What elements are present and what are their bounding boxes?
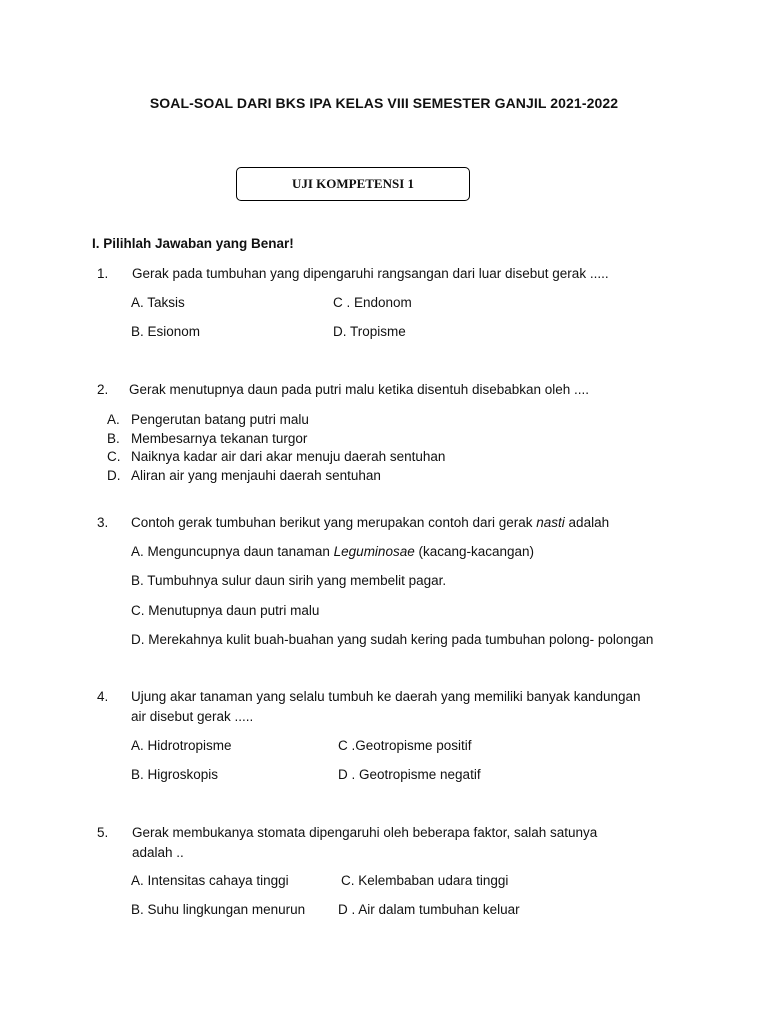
option-d: D. Merekahnya kulit buah-buahan yang sudah kering pada tumbuhan polong- polongan [131,632,654,647]
question-text-part: adalah [564,515,610,530]
option-c: C .Geotropisme positif [338,738,472,753]
option-letter: A. [107,412,120,427]
question-text: Gerak menutupnya daun pada putri malu ketika disentuh disebabkan oleh .... [129,382,590,397]
option-letter: D. [107,468,121,483]
question-text-italic: nasti [536,515,565,530]
option-a: A. Taksis [131,295,185,310]
question-number: 4. [97,689,109,704]
section-box-label: UJI KOMPETENSI 1 [291,176,415,191]
option-text-part: A. Menguncupnya daun tanaman [131,544,334,559]
question-text: adalah .. [132,845,184,860]
question-number: 1. [97,266,109,281]
section-box [236,167,470,201]
option-d: D . Geotropisme negatif [338,767,481,782]
option-a [131,544,534,559]
option-text-italic: Leguminosae [333,544,415,559]
option-b: B. Esionom [131,324,201,339]
question-text: Gerak membukanya stomata dipengaruhi oleh beberapa faktor, salah satunya [132,825,598,840]
question-number: 5. [97,825,109,840]
option-c: C . Endonom [333,295,412,310]
question-text: Ujung akar tanaman yang selalu tumbuh ke daerah yang memiliki banyak kandungan [131,689,641,704]
option-b: B. Suhu lingkungan menurun [131,902,306,917]
option-text-part: (kacang-kacangan) [414,544,535,559]
option-text: Aliran air yang menjauhi daerah sentuhan [131,468,381,483]
option-text: Membesarnya tekanan turgor [131,431,308,446]
option-b: B. Higroskopis [131,767,219,782]
question-number: 3. [97,515,109,530]
document-title: SOAL-SOAL DARI BKS IPA KELAS VIII SEMESTER GANJIL 2021-2022 [149,95,619,111]
question-text: Gerak pada tumbuhan yang dipengaruhi rangsangan dari luar disebut gerak ..... [132,266,609,281]
option-c: C. Kelembaban udara tinggi [341,873,509,888]
option-text: Naiknya kadar air dari akar menuju daerah sentuhan [131,449,446,464]
question-number: 2. [97,382,109,397]
option-d: D . Air dalam tumbuhan keluar [338,902,520,917]
option-a: A. Intensitas cahaya tinggi [131,873,289,888]
option-d: D. Tropisme [333,324,406,339]
option-a: A. Hidrotropisme [131,738,232,753]
option-c: C. Menutupnya daun putri malu [131,603,320,618]
question-text: air disebut gerak ..... [131,709,254,724]
option-text: Pengerutan batang putri malu [131,412,309,427]
option-letter: B. [107,431,120,446]
question-text-part: Contoh gerak tumbuhan berikut yang merupakan contoh dari gerak [131,515,537,530]
option-letter: C. [107,449,121,464]
option-b: B. Tumbuhnya sulur daun sirih yang membelit pagar. [131,573,447,588]
question-text [131,515,609,530]
section-heading: I. Pilihlah Jawaban yang Benar! [92,236,294,251]
